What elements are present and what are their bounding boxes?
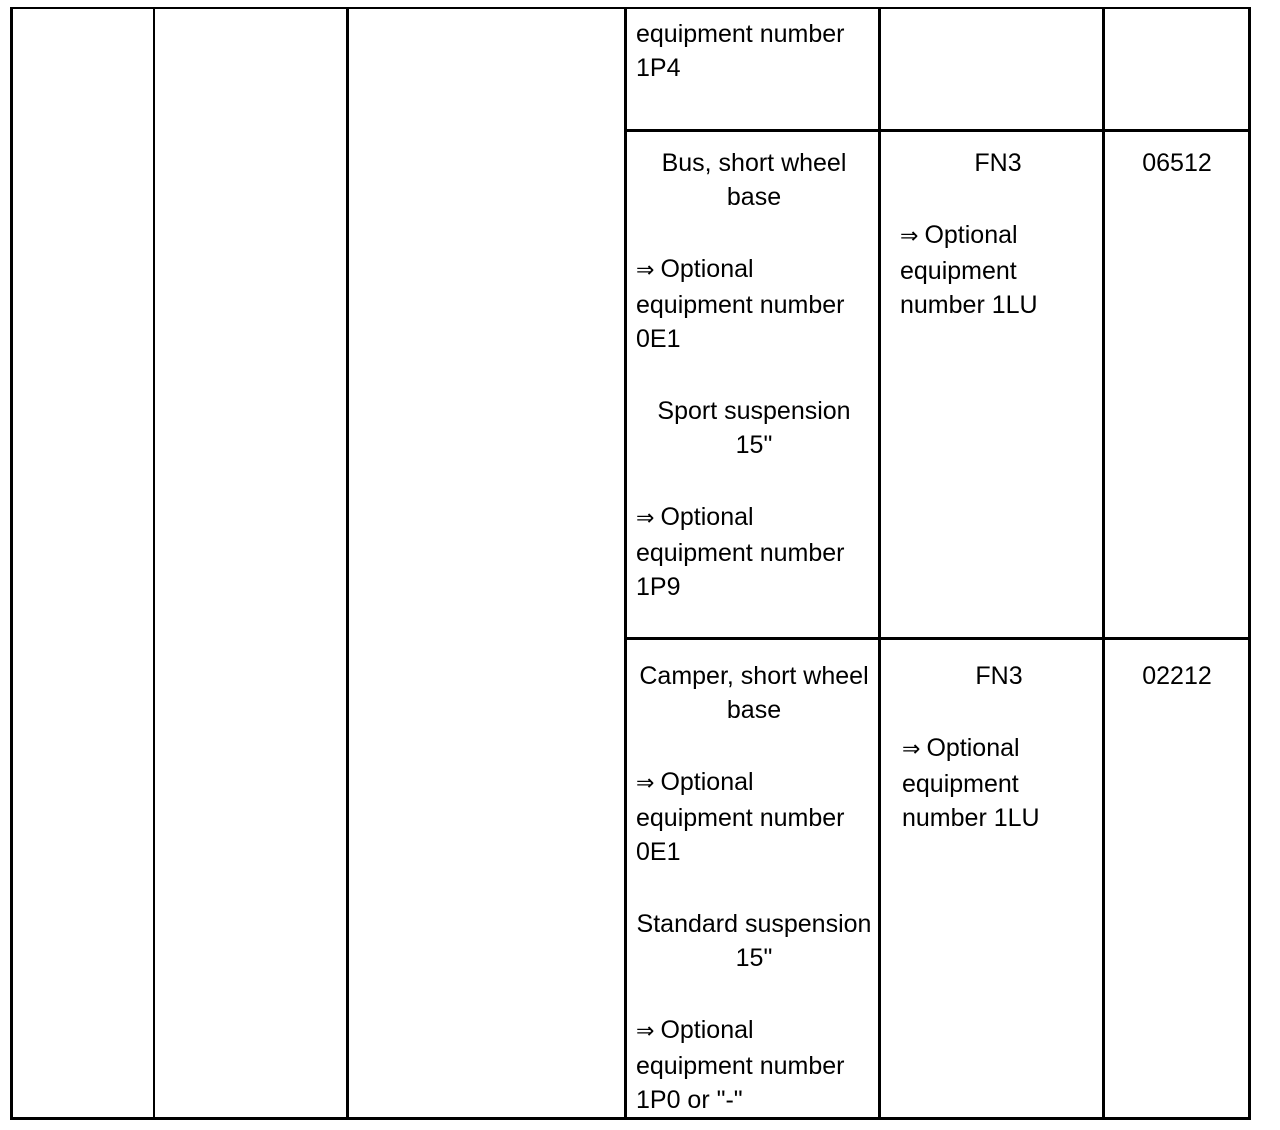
optional-equipment-reference xyxy=(900,218,1096,322)
table-border-bottom xyxy=(10,1117,1251,1120)
table-border-top xyxy=(10,7,1251,9)
arrow-right-icon: ⇒ xyxy=(636,258,655,283)
arrow-right-icon: ⇒ xyxy=(636,506,655,531)
paragraph-gap xyxy=(636,462,872,500)
description-cell xyxy=(636,146,872,604)
optional-equipment-text: Optional equipment number 1LU xyxy=(900,221,1038,319)
code-cell xyxy=(900,146,1096,322)
optional-equipment-text: Optional equipment number 1P0 or "-" xyxy=(636,1016,845,1114)
optional-equipment-text: Optional equipment number 0E1 xyxy=(636,768,845,866)
part-number: 06512 xyxy=(1142,149,1212,177)
paragraph-gap xyxy=(636,727,872,765)
part-number: 02212 xyxy=(1142,662,1212,690)
paragraph-gap xyxy=(902,693,1096,731)
optional-equipment-text: Optional equipment number 0E1 xyxy=(636,255,845,353)
description-text: Standard suspension 15" xyxy=(636,910,872,972)
arrow-right-icon: ⇒ xyxy=(636,1019,655,1044)
number-cell xyxy=(1112,146,1242,180)
description-text: Bus, short wheel base xyxy=(661,149,847,211)
optional-equipment-reference xyxy=(636,1013,872,1117)
paragraph-gap xyxy=(636,214,872,252)
paragraph-gap xyxy=(900,180,1096,218)
optional-equipment-reference xyxy=(636,765,872,869)
row-divider-1 xyxy=(624,129,1251,132)
description-text: Sport suspension 15" xyxy=(657,397,851,459)
column-divider-3 xyxy=(624,8,627,1120)
code-text: FN3 xyxy=(975,662,1023,690)
description-text: Camper, short wheel base xyxy=(639,662,869,724)
arrow-right-icon: ⇒ xyxy=(636,771,655,796)
code-text: FN3 xyxy=(974,149,1022,177)
column-divider-1 xyxy=(153,8,155,1120)
description-cell xyxy=(636,17,872,85)
optional-equipment-reference xyxy=(636,500,872,604)
paragraph-gap xyxy=(636,356,872,394)
row-divider-2 xyxy=(624,637,1251,640)
number-cell xyxy=(1112,659,1242,693)
column-divider-5 xyxy=(1102,8,1105,1120)
paragraph-gap xyxy=(636,869,872,907)
paragraph-gap xyxy=(636,975,872,1013)
code-cell xyxy=(902,659,1096,835)
optional-equipment-text: Optional equipment number 1P9 xyxy=(636,503,845,601)
optional-equipment-reference xyxy=(902,731,1096,835)
description-text: equipment number 1P4 xyxy=(636,20,845,82)
column-divider-2 xyxy=(346,8,349,1120)
optional-equipment-text: Optional equipment number 1LU xyxy=(902,734,1040,832)
table-border-left xyxy=(10,8,13,1120)
column-divider-4 xyxy=(878,8,881,1120)
arrow-right-icon: ⇒ xyxy=(902,737,921,762)
arrow-right-icon: ⇒ xyxy=(900,224,919,249)
table-border-right xyxy=(1248,8,1251,1120)
description-cell xyxy=(636,659,872,1117)
optional-equipment-reference xyxy=(636,252,872,356)
